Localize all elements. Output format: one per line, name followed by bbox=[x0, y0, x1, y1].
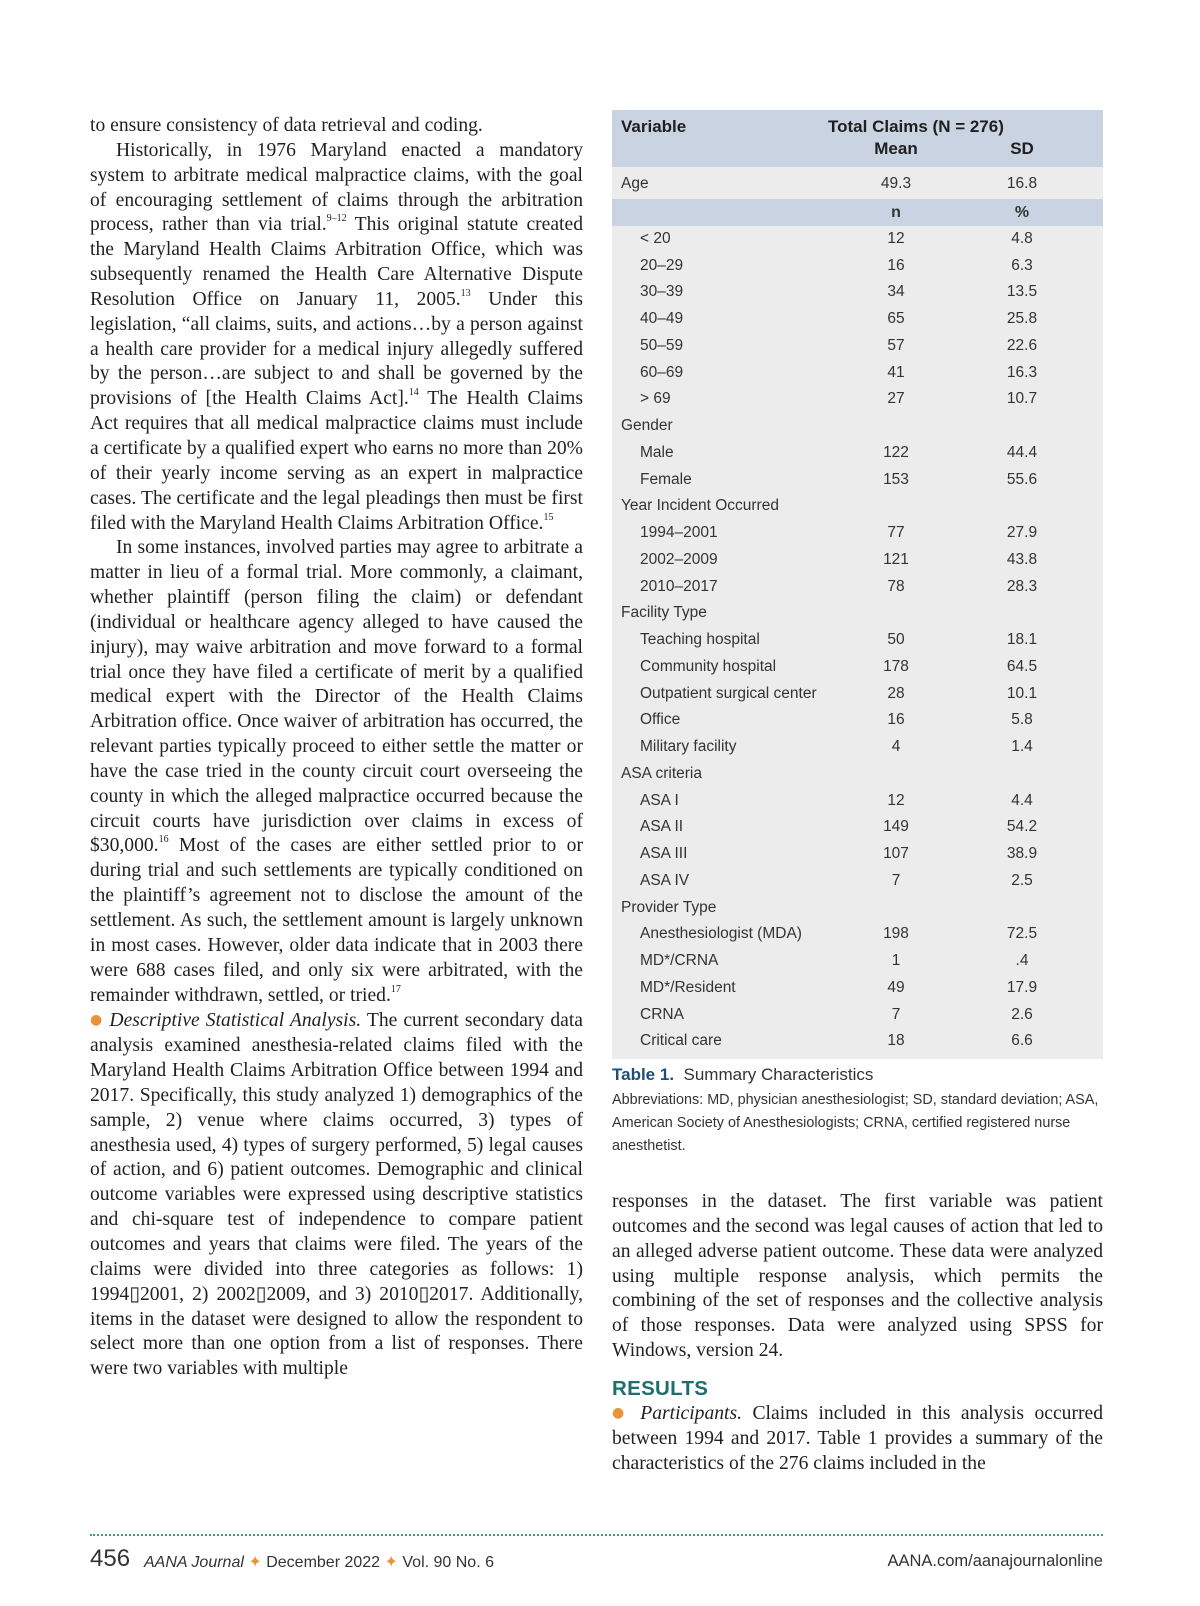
row-n: 1 bbox=[891, 952, 901, 969]
footer-dotted-rule bbox=[90, 1534, 1103, 1536]
table-row bbox=[612, 627, 1103, 654]
text-run: In some instances, involved parties may agree to arbitrate a matter in lieu of a formal trial. More commonly, a claimant, whether plaintiff (person filing the claim) or defendant (individual or healthcare agency alleged to have caused the injury), may waive arbitration and move forward to a formal trial once they have filed a certificate of merit by a qualified medical expert with the Director of the Health Claims Arbitration office. Once waiver of arbitration has occurred, the relevant parties typically proceed to either settle the matter or have the case tried in the county circuit court overseeing the county in which the alleged malpractice occurred because the circuit courts have jurisdiction over claims in excess of $30,000. bbox=[90, 537, 583, 857]
table-row bbox=[612, 386, 1103, 413]
row-pct: 55.6 bbox=[1006, 470, 1038, 488]
text-run: Claims included in this analysis occurred between 1994 and 2017. Table 1 provides a summary of the characteristics of the 276 claims included in the bbox=[612, 1403, 1103, 1474]
header-variable: Variable bbox=[621, 117, 687, 136]
row-pct: 18.1 bbox=[1006, 631, 1038, 648]
journal-name: AANA Journal bbox=[144, 1554, 244, 1571]
table-row bbox=[612, 868, 1103, 895]
subheader-pct: % bbox=[1014, 204, 1030, 221]
header-sd: SD bbox=[1010, 139, 1034, 158]
row-pct: 43.8 bbox=[1006, 550, 1038, 568]
table-row bbox=[612, 1028, 1103, 1055]
citation: 13 bbox=[460, 287, 471, 299]
row-label: 2010–2017 bbox=[640, 577, 718, 595]
row-label: Anesthesiologist (MDA) bbox=[640, 925, 802, 943]
table-row bbox=[612, 948, 1103, 975]
row-n: 178 bbox=[883, 657, 909, 675]
issue-date: December 2022 bbox=[266, 1554, 381, 1571]
text-run: The Health Claims Act requires that all medical malpractice claims must include a certificate by a qualified expert who earns no more than 20% of their yearly income serving as an expert in malpractice cases. The certificate and the legal pleadings then must be first filed with the Maryland Health Claims Arbitration Office. bbox=[90, 388, 583, 534]
table-row bbox=[612, 1002, 1103, 1029]
row-pct: 72.5 bbox=[1006, 925, 1038, 943]
row-label: 40–49 bbox=[640, 310, 684, 327]
summary-table bbox=[612, 110, 1103, 1059]
diamond-icon: ✦ bbox=[384, 1554, 398, 1571]
row-sd: 16.8 bbox=[1006, 175, 1038, 192]
diamond-icon: ✦ bbox=[248, 1554, 262, 1571]
row-n: 7 bbox=[891, 871, 901, 889]
row-pct: 25.8 bbox=[1006, 310, 1038, 327]
table-row bbox=[612, 253, 1103, 280]
table-row bbox=[612, 921, 1103, 948]
table-row bbox=[612, 975, 1103, 1002]
row-label: Age bbox=[621, 175, 649, 192]
row-n: 149 bbox=[883, 818, 909, 836]
table-row bbox=[612, 333, 1103, 360]
table-subheader bbox=[612, 199, 1103, 226]
table-header bbox=[612, 110, 1103, 167]
table-row bbox=[612, 681, 1103, 708]
citation: 17 bbox=[390, 983, 401, 995]
header-total-claims: Total Claims (N = 276) bbox=[828, 117, 1004, 136]
table-row bbox=[612, 895, 1103, 922]
text-run: Under this legislation, “all claims, suits, and actions…by a person against a health care provider for a medical injury allegedly suffered by the person…are subject to and shall be governed by the provisions of [the Health Claims Act]. bbox=[90, 288, 584, 410]
journal-info bbox=[144, 1552, 494, 1572]
paragraph-history bbox=[90, 139, 583, 537]
row-pct: 2.6 bbox=[1011, 1005, 1033, 1023]
caption-title bbox=[612, 1065, 1103, 1085]
row-label: 50–59 bbox=[640, 336, 684, 354]
row-n: 121 bbox=[883, 550, 909, 568]
caption-text: Summary Characteristics bbox=[683, 1065, 874, 1084]
bullet-icon: ● bbox=[90, 1012, 104, 1029]
caption-abbreviations: Abbreviations: MD, physician anesthesiologist; SD, standard deviation; ASA, American Society of Anesthesiologists; CRNA, certified registered nurse anesthetist. bbox=[612, 1092, 1099, 1154]
row-pct: 1.4 bbox=[1011, 738, 1033, 755]
row-pct: 28.3 bbox=[1006, 577, 1038, 595]
row-label: Office bbox=[640, 711, 681, 729]
row-pct: 54.2 bbox=[1006, 818, 1038, 836]
citation: 16 bbox=[158, 834, 169, 846]
row-n: 18 bbox=[887, 1032, 905, 1050]
table-row bbox=[612, 841, 1103, 868]
row-label: Critical care bbox=[640, 1032, 722, 1050]
table-row bbox=[612, 600, 1103, 627]
row-label: 2002–2009 bbox=[640, 550, 718, 568]
table-row bbox=[612, 467, 1103, 494]
table-row bbox=[612, 413, 1103, 440]
row-n: 34 bbox=[887, 283, 905, 301]
row-n: 4 bbox=[891, 738, 901, 755]
row-label: ASA criteria bbox=[621, 764, 702, 782]
caption-label: Table 1. bbox=[612, 1065, 675, 1084]
row-n: 41 bbox=[887, 363, 905, 381]
table-row bbox=[612, 788, 1103, 815]
text-run: Most of the cases are either settled prior to or during trial and such settlements are typically conditioned on the plaintiff’s agreement not to disclose the amount of the settlement. As such, the settlement amount is largely unknown in most cases. However, older data indicate that in 2003 there were 688 cases filed, and only six were arbitrated, with the remainder withdrawn, settled, or tried. bbox=[90, 835, 583, 1006]
row-pct: 27.9 bbox=[1006, 524, 1038, 541]
row-n: 7 bbox=[891, 1005, 901, 1023]
row-label: 1994–2001 bbox=[640, 524, 718, 541]
table-row bbox=[612, 493, 1103, 520]
text-run: This original statute created the Maryland Health Claims Arbitration Office, which was subsequently renamed the Health Care Alternative Dispute Resolution Office on January 11, 2005. bbox=[90, 214, 583, 310]
row-label: ASA IV bbox=[640, 871, 690, 889]
table-row bbox=[612, 279, 1103, 306]
table-row bbox=[612, 814, 1103, 841]
results-heading: RESULTS bbox=[612, 1377, 709, 1400]
row-label: Female bbox=[640, 470, 692, 488]
row-label: 30–39 bbox=[640, 283, 684, 301]
table-body bbox=[612, 226, 1103, 1055]
row-n: 153 bbox=[883, 470, 909, 488]
bullet-icon: ● bbox=[612, 1405, 630, 1421]
row-label: Year Incident Occurred bbox=[621, 497, 779, 515]
table-caption bbox=[612, 1065, 1103, 1157]
table-row bbox=[612, 360, 1103, 387]
row-n: 65 bbox=[887, 310, 905, 327]
row-n: 28 bbox=[887, 684, 905, 702]
row-n: 107 bbox=[883, 845, 909, 862]
row-n: 16 bbox=[887, 711, 905, 729]
table-row bbox=[612, 547, 1103, 574]
row-n: 122 bbox=[883, 443, 909, 461]
table-row bbox=[612, 306, 1103, 333]
citation: 9–12 bbox=[326, 213, 347, 225]
page-number: 456 bbox=[90, 1545, 131, 1572]
row-label: ASA III bbox=[640, 845, 688, 862]
table-row bbox=[612, 226, 1103, 253]
run-in-heading: Descriptive Statistical Analysis. bbox=[109, 1010, 362, 1032]
row-pct: 64.5 bbox=[1006, 657, 1038, 675]
row-pct: 10.1 bbox=[1006, 684, 1038, 702]
right-column-top bbox=[612, 1190, 1103, 1364]
table-row bbox=[612, 761, 1103, 788]
journal-url[interactable]: AANA.com/aanajournalonline bbox=[887, 1552, 1103, 1570]
header-mean: Mean bbox=[874, 139, 918, 158]
row-n: 50 bbox=[887, 631, 905, 648]
row-label: CRNA bbox=[640, 1005, 684, 1023]
row-pct: 6.6 bbox=[1011, 1032, 1033, 1050]
row-pct: 2.5 bbox=[1011, 871, 1033, 889]
row-label: MD*/CRNA bbox=[640, 952, 719, 969]
row-label: Male bbox=[640, 443, 674, 461]
row-label: Outpatient surgical center bbox=[640, 684, 817, 702]
row-n: 16 bbox=[887, 256, 905, 274]
citation: 14 bbox=[408, 387, 419, 399]
row-pct: 38.9 bbox=[1006, 845, 1038, 862]
row-mean: 49.3 bbox=[880, 175, 912, 192]
text-run: The current secondary data analysis examined anesthesia-related claims filed with the Maryland Health Claims Arbitration Office between 1994 and 2017. Specifically, this study analyzed 1) demographics of the sample, 2) venue where claims occurred, 3) types of anesthesia used, 4) types of surgery performed, 5) legal causes of action, and 6) patient outcomes. Demographic and clinical outcome variables were expressed using descriptive statistics and chi-square test of independence to compare patient outcomes and years that claims were filed. The years of the claims were divided into three categories as follows: 1) 1994▯2001, 2) 2002▯2009, and 3) 2010▯2017. Additionally, items in the dataset were designed to allow the respondent to select more than one option from a list of responses. There were two variables with multiple bbox=[90, 1010, 583, 1380]
row-label: Facility Type bbox=[621, 604, 707, 622]
row-label: 60–69 bbox=[640, 363, 684, 381]
row-label: MD*/Resident bbox=[640, 978, 736, 996]
citation: 15 bbox=[543, 511, 554, 523]
row-pct: 16.3 bbox=[1006, 363, 1038, 381]
row-n: 12 bbox=[887, 791, 905, 809]
paragraph: to ensure consistency of data retrieval and coding. bbox=[90, 115, 483, 136]
row-pct: 17.9 bbox=[1006, 978, 1038, 996]
volume: Vol. 90 No. 6 bbox=[402, 1554, 494, 1571]
paragraph-statistical-analysis bbox=[90, 1008, 583, 1382]
row-n: 78 bbox=[887, 577, 905, 595]
row-n: 27 bbox=[887, 390, 905, 408]
run-in-heading: Participants. bbox=[640, 1403, 743, 1424]
row-label: Gender bbox=[621, 417, 673, 434]
row-pct: 4.4 bbox=[1011, 791, 1033, 809]
paragraph-arbitration bbox=[90, 536, 583, 1008]
table-row bbox=[612, 654, 1103, 681]
row-label: 20–29 bbox=[640, 256, 684, 274]
paragraph-participants bbox=[612, 1401, 1103, 1477]
row-pct: 44.4 bbox=[1006, 443, 1038, 461]
row-label: Community hospital bbox=[640, 657, 777, 675]
row-n: 57 bbox=[887, 336, 905, 354]
text-run: Historically, in 1976 Maryland enacted a mandatory system to arbitrate medical malpractice claims, with the goal of encouraging settlement of claims through the arbitration process, rather than via trial. bbox=[90, 139, 583, 236]
table-row bbox=[612, 520, 1103, 547]
row-pct: .4 bbox=[1015, 952, 1029, 969]
row-n: 198 bbox=[883, 925, 909, 943]
table-row bbox=[612, 574, 1103, 601]
row-label: Military facility bbox=[640, 738, 737, 755]
row-label: < 20 bbox=[640, 229, 671, 247]
row-pct: 10.7 bbox=[1006, 390, 1038, 408]
row-label: > 69 bbox=[640, 390, 671, 408]
row-pct: 6.3 bbox=[1011, 256, 1033, 274]
row-label: ASA II bbox=[640, 818, 684, 836]
row-pct: 13.5 bbox=[1006, 283, 1038, 301]
row-label: ASA I bbox=[640, 791, 679, 809]
row-label: Provider Type bbox=[621, 898, 717, 916]
row-pct: 5.8 bbox=[1011, 711, 1033, 729]
row-pct: 4.8 bbox=[1011, 229, 1033, 247]
table-row-age bbox=[612, 171, 1103, 199]
subheader-n: n bbox=[891, 204, 901, 221]
row-label: Teaching hospital bbox=[640, 631, 760, 648]
table-row bbox=[612, 707, 1103, 734]
row-n: 12 bbox=[887, 229, 905, 247]
right-column-results bbox=[612, 1401, 1103, 1477]
table-row bbox=[612, 734, 1103, 761]
row-n: 77 bbox=[887, 524, 905, 541]
left-column bbox=[90, 114, 583, 1382]
row-n: 49 bbox=[887, 978, 905, 996]
paragraph-responses: responses in the dataset. The first variable was patient outcomes and the second was legal causes of action that led to an alleged adverse patient outcome. These data were analyzed using multiple response analysis, which permits the combining of the set of responses and the collective analysis of those responses. Data were analyzed using SPSS for Windows, version 24. bbox=[612, 1191, 1103, 1362]
row-pct: 22.6 bbox=[1006, 336, 1038, 354]
table-row bbox=[612, 440, 1103, 467]
page-footer bbox=[90, 1545, 1103, 1575]
